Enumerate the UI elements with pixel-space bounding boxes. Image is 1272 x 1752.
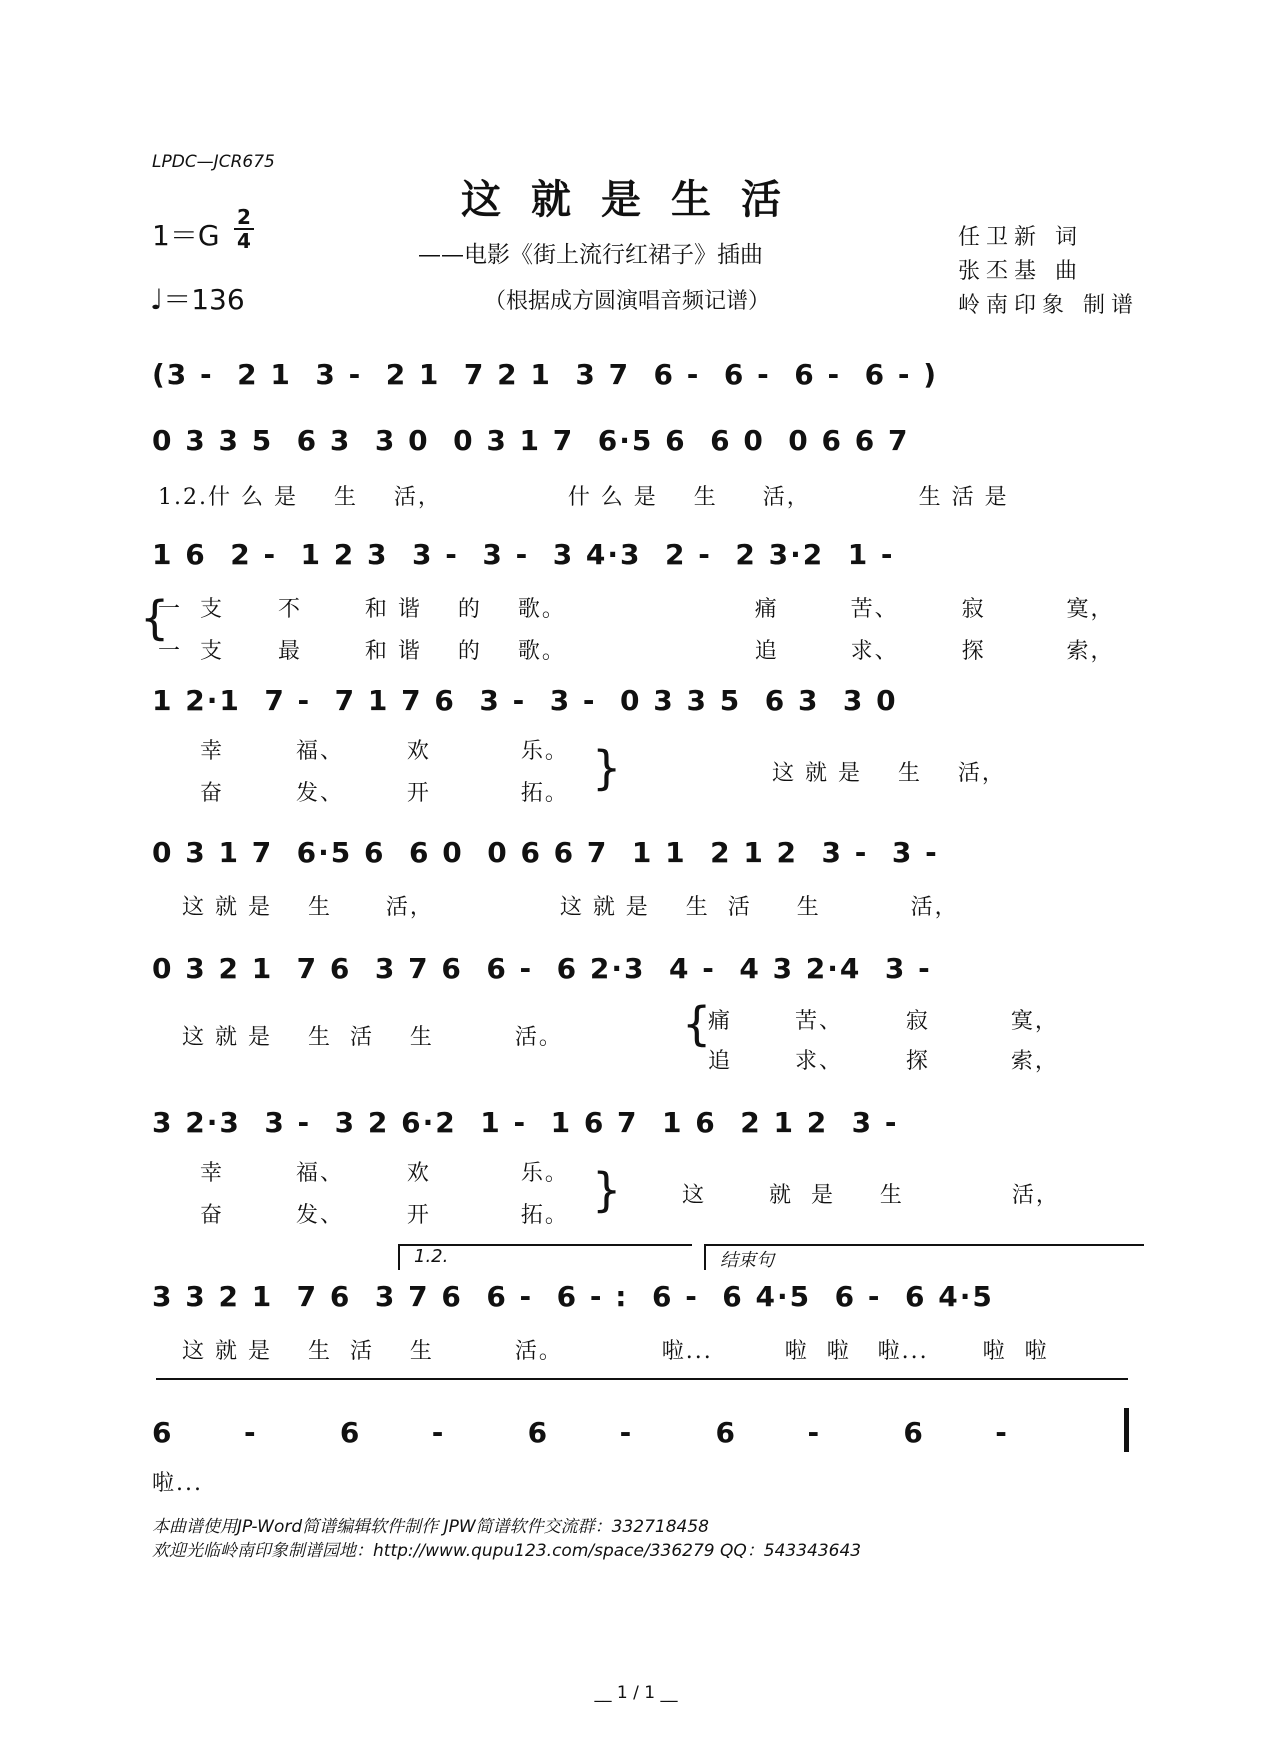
time-signature-bottom: 4	[237, 229, 251, 253]
lyric-line-6-verse-2: 追 求、 探 索，	[708, 1049, 1059, 1074]
page-number: __ 1 / 1 __	[594, 1683, 678, 1703]
lyric-line-6: 这 就 是 生 活 生 活。	[182, 1025, 563, 1050]
catalog-code: LPDC—JCR675	[152, 152, 275, 172]
verse-brace: {	[140, 591, 170, 645]
lyric-line-3-verse-2: 一 支 最 和 谐 的 歌。 追 求、 探 索，	[158, 639, 1115, 664]
credit-lyricist: 任卫新 词	[958, 225, 1083, 250]
lyric-line-3-verse-1: 一 支 不 和 谐 的 歌。 痛 苦、 寂 寞，	[158, 597, 1115, 622]
time-signature-top: 2	[237, 205, 251, 229]
notes-line-6: 0 3 2 1 7 6 3 7 6 6 - 6 2·3 4 - 4 3 2·4 3 -	[152, 952, 932, 985]
notes-line-8: 3 3 2 1 7 6 3 7 6 6 - 6 - : 6 - 6 4·5 6 - 6 4·5	[152, 1280, 994, 1313]
lyric-line-6-verse-1: 痛 苦、 寂 寞，	[708, 1009, 1059, 1034]
final-barline	[1124, 1408, 1129, 1452]
lyric-line-2: 1.2.什 么 是 生 活， 什 么 是 生 活， 生 活 是	[158, 485, 1009, 510]
lyric-line-8: 这 就 是 生 活 生 活。 啦... 啦 啦 啦... 啦 啦	[182, 1339, 1049, 1364]
volta-ending-1: 1.2.	[398, 1244, 692, 1270]
system-divider	[156, 1378, 1128, 1380]
lyric-line-4-shared: 这 就 是 生 活，	[772, 761, 1006, 786]
verse-brace-close: }	[592, 741, 622, 795]
lyric-line-4-verse-1: 幸 福、 欢 乐。	[200, 739, 569, 764]
notes-line-2: 0 3 3 5 6 3 3 0 0 3 1 7 6·5 6 6 0 0 6 6 7	[152, 424, 910, 457]
lyric-line-5: 这 就 是 生 活， 这 就 是 生 活 生 活，	[182, 895, 959, 920]
lyric-line-7-verse-1: 幸 福、 欢 乐。	[200, 1161, 569, 1186]
key-signature: 1＝G	[152, 219, 220, 252]
notes-line-7: 3 2·3 3 - 3 2 6·2 1 - 1 6 7 1 6 2 1 2 3 -	[152, 1106, 899, 1139]
source-note: （根据成方圆演唱音频记谱）	[484, 289, 771, 314]
lyric-line-4-verse-2: 奋 发、 开 拓。	[200, 781, 569, 806]
lyric-line-9: 啦...	[152, 1471, 203, 1496]
notes-line-3: 1 6 2 - 1 2 3 3 - 3 - 3 4·3 2 - 2 3·2 1 -	[152, 538, 895, 571]
notes-line-5: 0 3 1 7 6·5 6 6 0 0 6 6 7 1 1 2 1 2 3 - 3 -	[152, 836, 939, 869]
lyric-line-7-verse-2: 奋 发、 开 拓。	[200, 1203, 569, 1228]
notes-line-9: 6 - 6 - 6 - 6 - 6 -	[152, 1416, 1009, 1449]
volta-ending-coda: 结束句	[704, 1244, 1144, 1270]
lyric-line-7-shared: 这 就 是 生 活，	[682, 1183, 1060, 1208]
tempo-marking: ♩＝136	[150, 283, 245, 316]
credit-transcriber: 岭南印象 制谱	[958, 293, 1139, 318]
song-title: 这就是生活	[461, 176, 811, 223]
verse-brace: {	[682, 997, 712, 1051]
credit-composer: 张丕基 曲	[958, 259, 1083, 284]
footer-website-note: 欢迎光临岭南印象制谱园地：http://www.qupu123.com/space/336279 QQ：543343643	[152, 1541, 862, 1561]
time-signature	[234, 206, 254, 252]
notes-line-4: 1 2·1 7 - 7 1 7 6 3 - 3 - 0 3 3 5 6 3 3 0	[152, 684, 898, 717]
notes-line-1: (3 - 2 1 3 - 2 1 7 2 1 3 7 6 - 6 - 6 - 6 - )	[152, 358, 938, 391]
verse-brace-close: }	[592, 1163, 622, 1217]
song-subtitle: ——电影《街上流行红裙子》插曲	[418, 242, 763, 268]
footer-software-note: 本曲谱使用JP-Word简谱编辑软件制作 JPW简谱软件交流群：332718458	[152, 1517, 709, 1537]
